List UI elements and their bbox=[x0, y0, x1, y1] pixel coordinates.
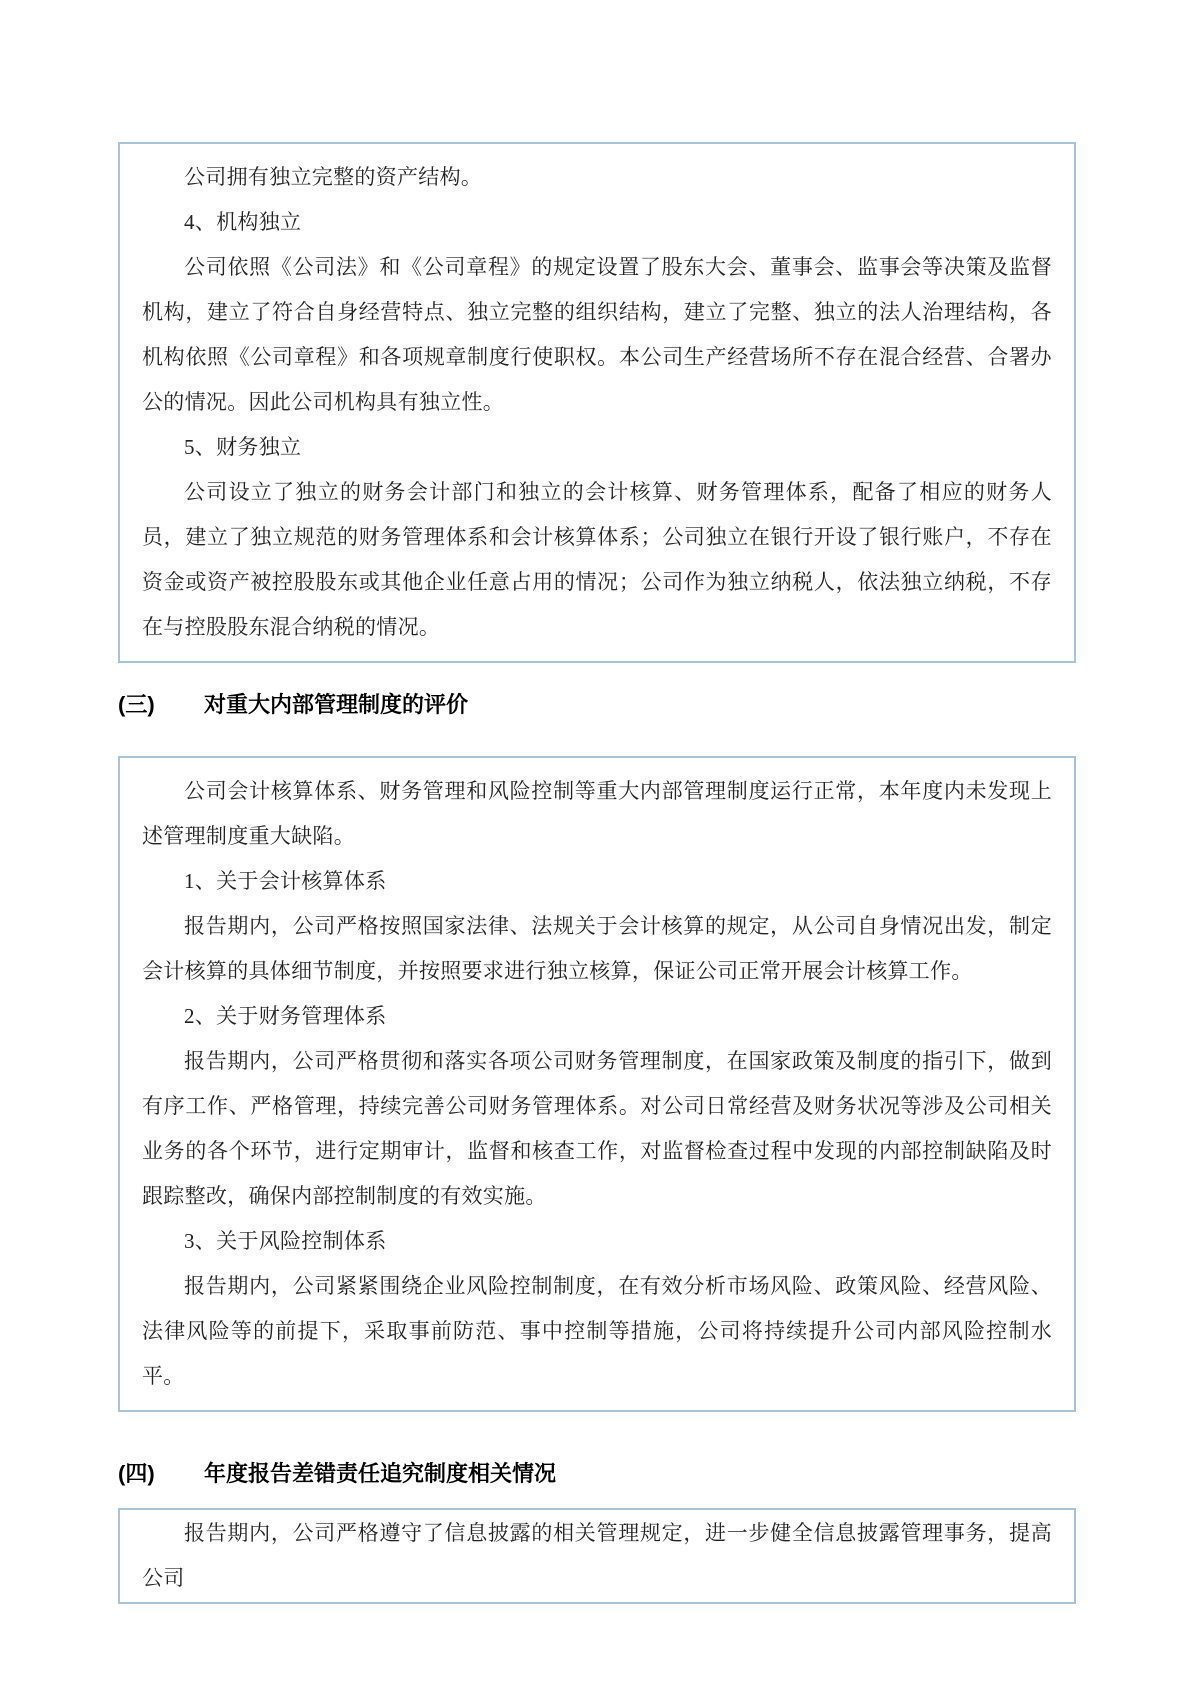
paragraph-subtitle-accounting-system: 1、关于会计核算体系 bbox=[184, 869, 387, 893]
paragraph-subtitle-financial-independence: 5、财务独立 bbox=[184, 435, 302, 459]
paragraph-asset-structure: 公司拥有独立完整的资产结构。 bbox=[184, 165, 483, 189]
document-page bbox=[118, 0, 1076, 1604]
paragraph-risk-control: 报告期内，公司紧紧围绕企业风险控制制度，在有效分析市场风险、政策风险、经营风险、法律风险等的前提下，采取事前防范、事中控制等措施，公司将持续提升公司内部风险控制水平。 bbox=[142, 1274, 1052, 1388]
paragraph-internal-management-summary: 公司会计核算体系、财务管理和风险控制等重大内部管理制度运行正常，本年度内未发现上述管理制度重大缺陷。 bbox=[142, 779, 1052, 848]
section-heading-3-title: 对重大内部管理制度的评价 bbox=[204, 692, 469, 717]
paragraph-institutional-independence: 公司依照《公司法》和《公司章程》的规定设置了股东大会、董事会、监事会等决策及监督机构，建立了符合自身经营特点、独立完整的组织结构，建立了完整、独立的法人治理结构，各机构依照《公司章程》和各项规章制度行使职权。本公司生产经营场所不存在混合经营、合署办公的情况。因此公司机构具有独立性。 bbox=[142, 255, 1052, 414]
text-box-internal-management bbox=[118, 756, 1076, 1412]
paragraph-information-disclosure: 报告期内，公司严格遵守了信息披露的相关管理规定，进一步健全信息披露管理事务，提高公司 bbox=[142, 1521, 1052, 1590]
section-heading-4 bbox=[118, 1458, 1076, 1490]
paragraph-subtitle-institutional-independence: 4、机构独立 bbox=[184, 210, 302, 234]
section-heading-3-number: (三) bbox=[118, 692, 155, 717]
text-box-error-accountability bbox=[118, 1508, 1076, 1604]
paragraph-financial-independence: 公司设立了独立的财务会计部门和独立的会计核算、财务管理体系，配备了相应的财务人员，建立了独立规范的财务管理体系和会计核算体系；公司独立在银行开设了银行账户，不存在资金或资产被控股股东或其他企业任意占用的情况；公司作为独立纳税人，依法独立纳税，不存在与控股股东混合纳税的情况。 bbox=[142, 480, 1052, 639]
paragraph-financial-management: 报告期内，公司严格贯彻和落实各项公司财务管理制度，在国家政策及制度的指引下，做到有序工作、严格管理，持续完善公司财务管理体系。对公司日常经营及财务状况等涉及公司相关业务的各个环节，进行定期审计，监督和核查工作，对监督检查过程中发现的内部控制缺陷及时跟踪整改，确保内部控制制度的有效实施。 bbox=[142, 1049, 1052, 1208]
section-heading-4-number: (四) bbox=[118, 1461, 155, 1486]
paragraph-subtitle-risk-control: 3、关于风险控制体系 bbox=[184, 1229, 387, 1253]
section-heading-4-title: 年度报告差错责任追究制度相关情况 bbox=[204, 1461, 557, 1486]
paragraph-accounting-system: 报告期内，公司严格按照国家法律、法规关于会计核算的规定，从公司自身情况出发，制定会计核算的具体细节制度，并按照要求进行独立核算，保证公司正常开展会计核算工作。 bbox=[142, 914, 1052, 983]
text-box-independence bbox=[118, 142, 1076, 663]
paragraph-subtitle-financial-management: 2、关于财务管理体系 bbox=[184, 1004, 387, 1028]
section-heading-3 bbox=[118, 689, 1076, 721]
